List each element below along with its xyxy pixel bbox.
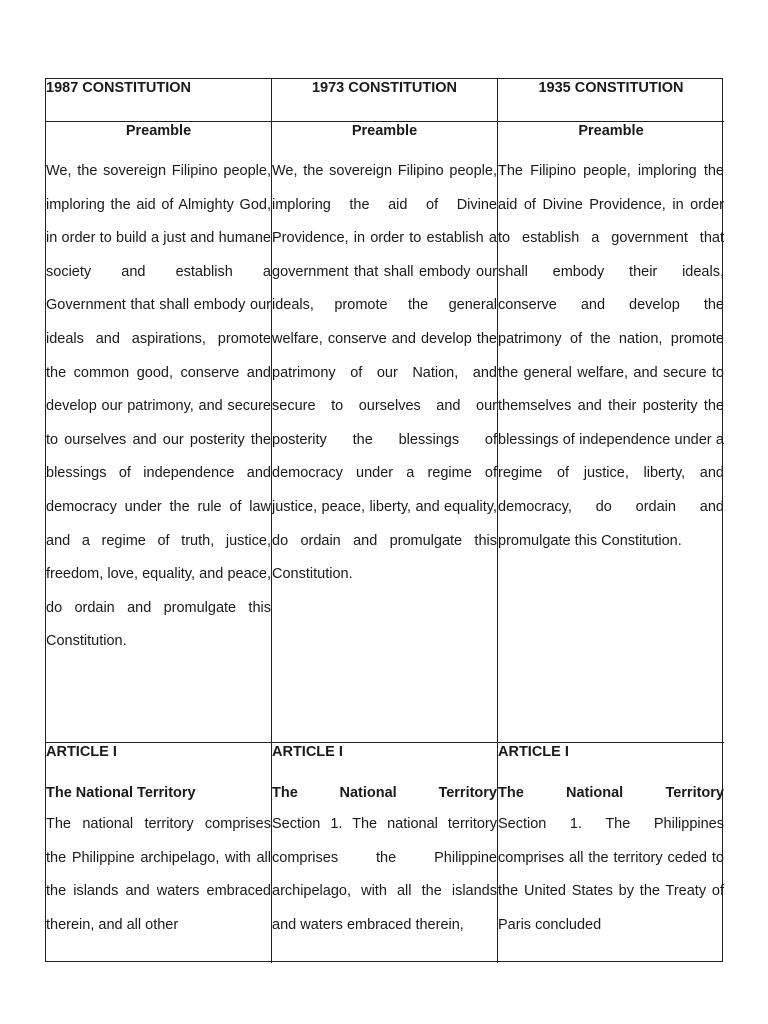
article-label: ARTICLE I — [46, 744, 117, 760]
article-label: ARTICLE I — [272, 744, 343, 760]
header-1987: 1987 CONSTITUTION — [46, 79, 272, 122]
article-title: The National Territory — [272, 785, 497, 801]
article-text: Section 1. The national territory comprises the Philippine archipelago, with all the islands and waters embraced therein, — [272, 816, 497, 933]
preamble-cell-1973 — [272, 122, 498, 743]
preamble-text: The Filipino people, imploring the aid of Divine Providence, in order to establish a government that shall embody their ideals, conserve and develop the patrimony of the nation, promote the general welfare, and secure to themselves and their posterity the blessings of independence under a regime of justice, liberty, and democracy, do ordain and promulgate this Constitution. — [498, 163, 724, 549]
preamble-cell-1987 — [46, 122, 272, 743]
article1-cell-1973 — [272, 743, 498, 963]
article-text: Section 1. The Philippines comprises all the territory ceded to the United States by the Treaty of Paris concluded — [498, 816, 724, 933]
article-label: ARTICLE I — [498, 744, 569, 760]
article1-cell-1935 — [498, 743, 724, 963]
preamble-title: Preamble — [125, 123, 192, 139]
article1-cell-1987 — [46, 743, 272, 963]
article-text: The national territory comprises the Philippine archipelago, with all the islands and waters embraced therein, and all other — [46, 816, 271, 933]
preamble-text: We, the sovereign Filipino people, imploring the aid of Divine Providence, in order to establish a government that shall embody our ideals, promote the general welfare, conserve and develop the patrimony of our Nation, and secure to ourselves and our posterity the blessings of democracy under a regime of justice, peace, liberty, and equality, do ordain and promulgate this Constitution. — [272, 163, 497, 583]
preamble-title: Preamble — [351, 123, 418, 139]
preamble-title: Preamble — [578, 123, 644, 139]
preamble-cell-1935 — [498, 122, 724, 743]
header-1973: 1973 CONSTITUTION — [272, 79, 498, 122]
constitution-comparison-table — [45, 78, 723, 962]
article-title: The National Territory — [498, 785, 724, 801]
article-title: The National Territory — [46, 785, 196, 801]
preamble-text: We, the sovereign Filipino people, imploring the aid of Almighty God, in order to build a just and humane society and establish a Government that shall embody our ideals and aspirations, promote the common good, conserve and develop our patrimony, and secure to ourselves and our posterity the blessings of independence and democracy under the rule of law and a regime of truth, justice, freedom, love, equality, and peace, do ordain and promulgate this Constitution. — [46, 163, 271, 650]
header-1935: 1935 CONSTITUTION — [498, 79, 724, 122]
